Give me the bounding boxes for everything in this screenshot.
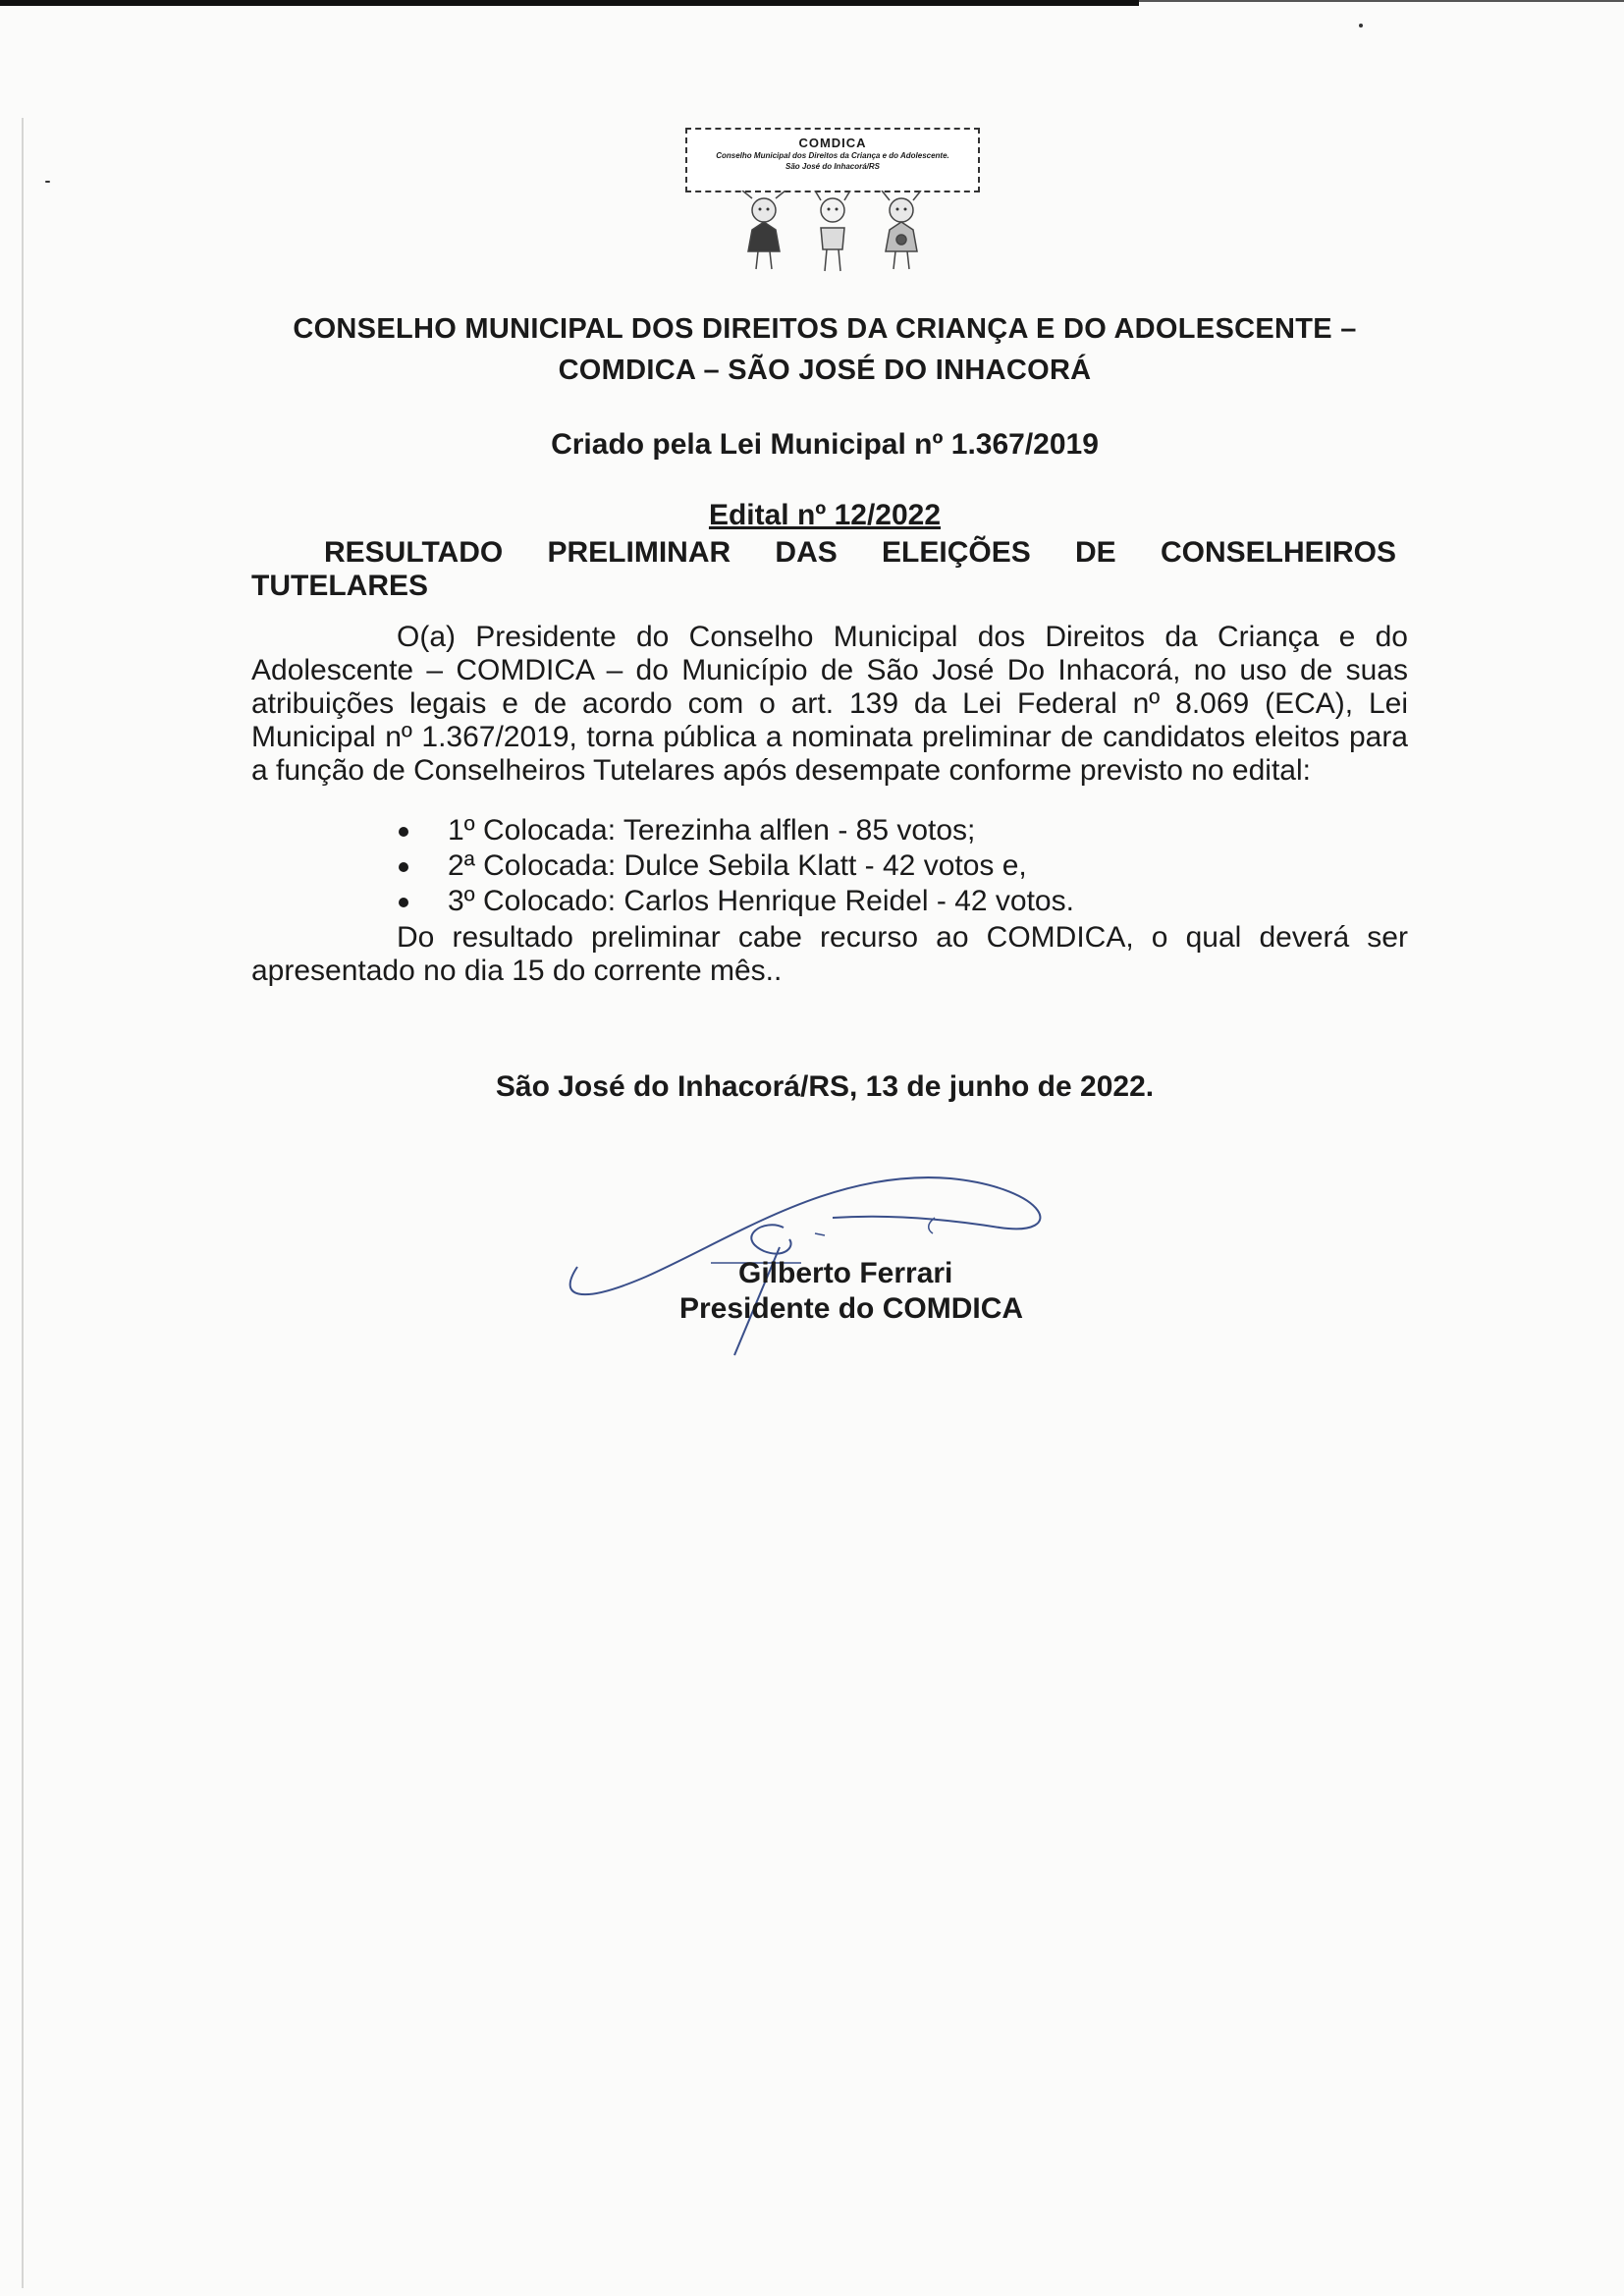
- logo-title: COMDICA: [798, 136, 867, 150]
- closing-paragraph: [251, 921, 1408, 988]
- signer-name: Gilberto Ferrari: [738, 1257, 953, 1289]
- scan-speck: [1359, 24, 1363, 27]
- comdica-logo: [685, 128, 980, 275]
- signer-role: Presidente do COMDICA: [679, 1292, 1024, 1325]
- bullet-icon: [399, 898, 408, 907]
- edital-number-text: Edital nº 12/2022: [708, 499, 942, 531]
- result-2: 2ª Colocada: Dulce Sebila Klatt - 42 votos e,: [448, 849, 1027, 882]
- scan-edge-top: [0, 0, 1139, 6]
- list-item: [393, 884, 1276, 919]
- logo-frame: [685, 128, 980, 192]
- intro-text: O(a) Presidente do Conselho Municipal dos Direitos da Criança e do Adolescente – COMDICA – do Município de São José Do Inhacorá, no uso de suas atribuições legais e de acordo com o art. 139 da Lei Federal nº 8.069 (ECA), Lei Municipal nº 1.367/2019, torna pública a nominata preliminar de candidatos eleitos para a função de Conselheiros Tutelares após desempate conforme previsto no edital:: [251, 621, 1408, 787]
- closing-text: Do resultado preliminar cabe recurso ao COMDICA, o qual deverá ser apresentado no dia 15 do corrente mês..: [251, 921, 1408, 987]
- list-item: [393, 848, 1276, 884]
- date-line: São José do Inhacorá/RS, 13 de junho de 2022.: [495, 1070, 1155, 1103]
- scan-speck: [45, 181, 50, 183]
- logo-subtitle: Conselho Municipal dos Direitos da Criança e do Adolescente.: [716, 151, 949, 160]
- council-heading-line2: COMDICA – SÃO JOSÉ DO INHACORÁ: [558, 355, 1092, 386]
- edital-number: [177, 499, 1473, 532]
- edital-title-line1: RESULTADO PRELIMINAR DAS ELEIÇÕES DE CONSELHEIROS: [324, 536, 1396, 569]
- logo-place: São José do Inhacorá/RS: [785, 162, 881, 171]
- result-3: 3º Colocado: Carlos Henrique Reidel - 42 votos.: [448, 885, 1074, 917]
- result-1: 1º Colocada: Terezinha alflen - 85 votos;: [448, 814, 976, 847]
- list-item: [393, 813, 1276, 848]
- results-list: [393, 813, 1276, 919]
- edital-title-line2: TUTELARES: [251, 570, 428, 602]
- intro-paragraph: [251, 621, 1408, 788]
- bullet-icon: [399, 862, 408, 872]
- bullet-icon: [399, 827, 408, 837]
- scan-edge-top-right: [1139, 0, 1624, 2]
- council-heading-line1: CONSELHO MUNICIPAL DOS DIREITOS DA CRIANÇA E DO ADOLESCENTE –: [293, 313, 1357, 345]
- creation-law: Criado pela Lei Municipal nº 1.367/2019: [551, 428, 1099, 461]
- children-illustration-icon: [725, 191, 941, 275]
- scan-edge-left: [22, 118, 24, 2288]
